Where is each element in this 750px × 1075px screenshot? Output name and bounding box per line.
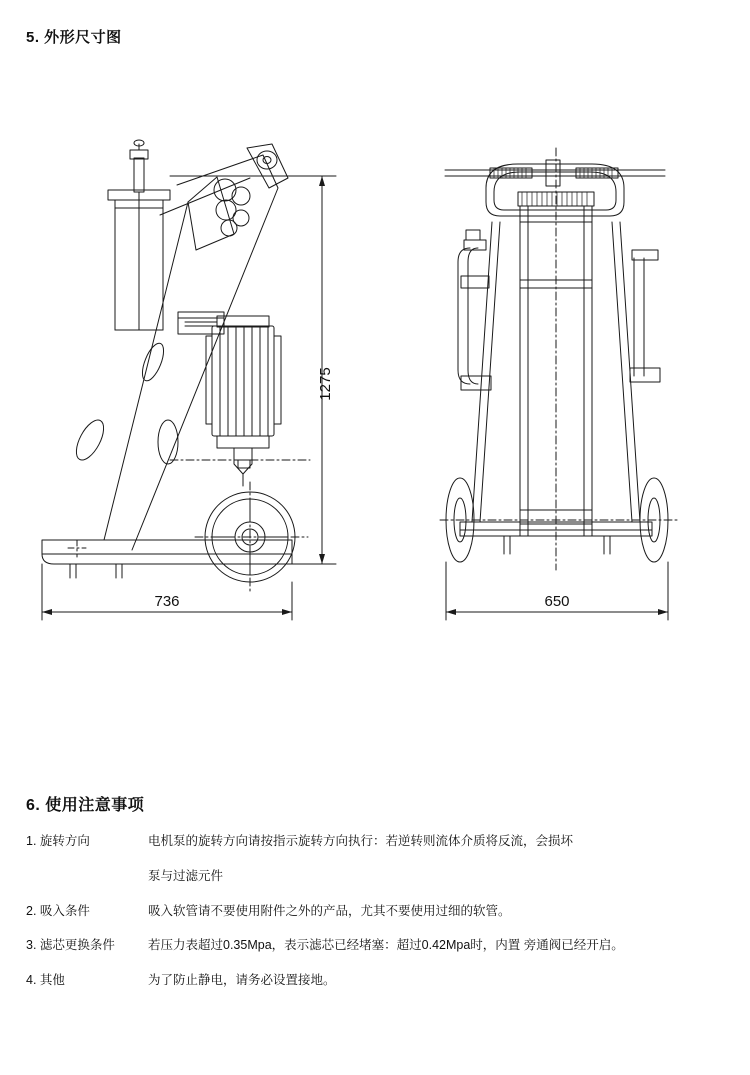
note-item-filter-replacement [26, 936, 726, 955]
note-body [148, 832, 726, 886]
note-item-rotation [26, 832, 726, 886]
note-body [148, 936, 726, 955]
note-line: 泵与过滤元件 [148, 868, 224, 883]
note-body [148, 971, 726, 990]
note-label: 4. 其他 [26, 973, 65, 987]
note-line: 若压力表超过0.35Mpa，表示滤芯已经堵塞：超过0.42Mpa时，内置 旁通阀已经开启。 [148, 938, 624, 953]
section-heading-notes: 6. 使用注意事项 [26, 797, 145, 814]
note-label: 3. 滤芯更换条件 [26, 938, 115, 953]
note-item-other [26, 971, 726, 990]
section-heading-dimensions: 5. 外形尺寸图 [26, 29, 122, 46]
note-line: 吸入软管请不要使用附件之外的产品，尤其不要使用过细的软管。 [148, 903, 511, 918]
side-view-group [42, 140, 336, 620]
note-label: 2. 吸入条件 [26, 903, 90, 918]
dim-side-width-label: 736 [154, 593, 180, 610]
dim-height-label: 1275 [317, 367, 334, 401]
note-item-suction [26, 902, 726, 921]
notes-list [26, 832, 726, 1006]
note-line: 电机泵的旋转方向请按指示旋转方向执行：若逆转则流体介质将反流，会损坏 [148, 834, 574, 848]
technical-drawing [20, 130, 730, 650]
dim-front-width-label: 650 [544, 593, 570, 610]
front-view-group [440, 148, 680, 620]
note-body [148, 902, 726, 921]
note-label: 1. 旋转方向 [26, 834, 90, 848]
note-line: 为了防止静电，请务必设置接地。 [148, 973, 336, 987]
drawing-svg [20, 130, 730, 650]
